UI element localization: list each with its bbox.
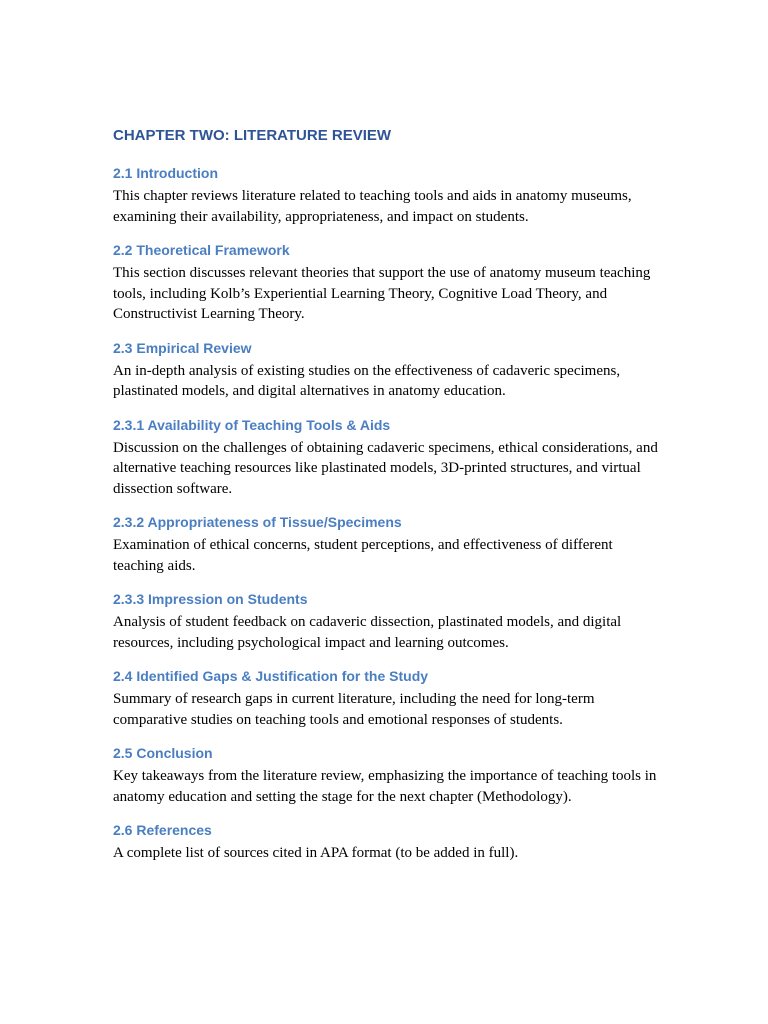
section-heading: 2.5 Conclusion xyxy=(113,745,213,761)
section-introduction xyxy=(113,163,658,227)
section-body: Examination of ethical concerns, student perceptions, and effectiveness of different teaching aids. xyxy=(113,537,613,574)
section-body: Analysis of student feedback on cadaveric dissection, plastinated models, and digital resources, including psychological impact and learning outcomes. xyxy=(113,614,622,651)
section-appropriateness xyxy=(113,512,658,576)
section-heading: 2.1 Introduction xyxy=(113,165,218,181)
section-gaps xyxy=(113,666,658,730)
section-body: Key takeaways from the literature review, emphasizing the importance of teaching tools in anatomy education and setting the stage for the next chapter (Methodology). xyxy=(113,768,657,805)
section-heading: 2.2 Theoretical Framework xyxy=(113,242,290,258)
document-page xyxy=(113,126,658,877)
section-availability xyxy=(113,415,658,500)
section-impression xyxy=(113,589,658,653)
section-body: Discussion on the challenges of obtaining cadaveric specimens, ethical considerations, and alternative teaching resources like plastinated models, 3D-printed structures, and virtual dissection software. xyxy=(113,439,658,497)
section-body: An in-depth analysis of existing studies on the effectiveness of cadaveric specimens, plastinated models, and digital alternatives in anatomy education. xyxy=(113,362,621,399)
section-body: Summary of research gaps in current literature, including the need for long-term comparative studies on teaching tools and emotional responses of students. xyxy=(113,691,595,728)
section-theoretical-framework xyxy=(113,240,658,325)
section-heading: 2.4 Identified Gaps & Justification for the Study xyxy=(113,668,429,684)
chapter-title: CHAPTER TWO: LITERATURE REVIEW xyxy=(113,127,392,144)
section-conclusion xyxy=(113,743,658,807)
section-body: A complete list of sources cited in APA format (to be added in full). xyxy=(113,845,519,861)
section-empirical-review xyxy=(113,338,658,402)
section-body: This chapter reviews literature related to teaching tools and aids in anatomy museums, examining their availability, appropriateness, and impact on students. xyxy=(113,188,632,225)
section-heading: 2.3 Empirical Review xyxy=(113,339,252,356)
section-body: This section discusses relevant theories that support the use of anatomy museum teaching tools, including Kolb’s Experiential Learning Theory, Cognitive Load Theory, and Constructivist Learning Theory. xyxy=(113,265,651,322)
section-heading: 2.3.1 Availability of Teaching Tools & Aids xyxy=(113,416,391,433)
section-references xyxy=(113,820,658,864)
section-heading: 2.3.2 Appropriateness of Tissue/Specimens xyxy=(113,514,402,530)
section-heading: 2.6 References xyxy=(113,822,212,838)
section-heading: 2.3.3 Impression on Students xyxy=(113,591,308,607)
